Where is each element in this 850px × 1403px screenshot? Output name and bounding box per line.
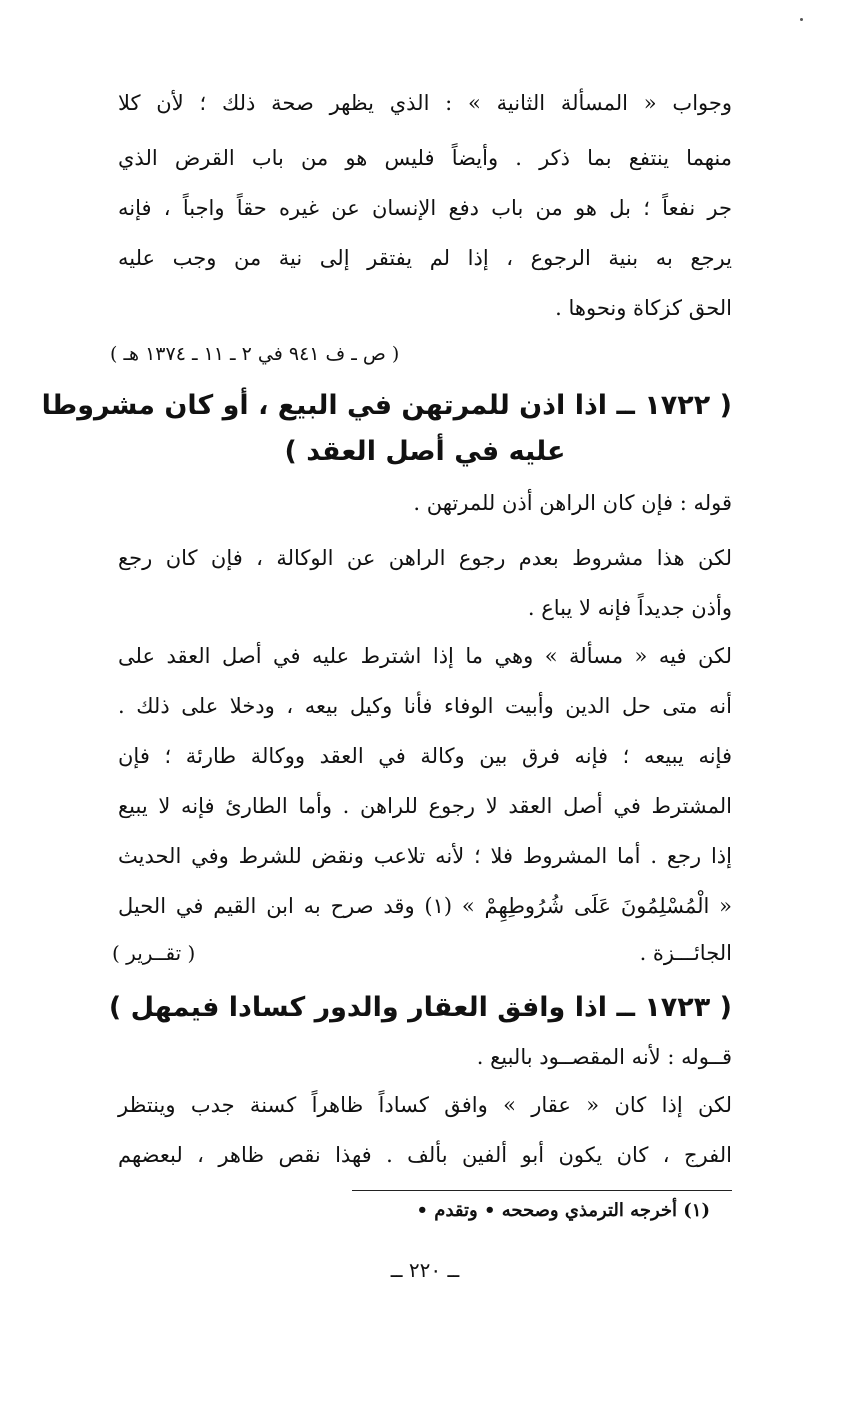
source-tag: ( تقــرير ) (112, 941, 196, 965)
paragraph-line: يرجع به بنية الرجوع ، إذا لم يفتقر إلى نية من وجب عليه (118, 246, 732, 270)
section-heading: ( ١٧٢٢ ــ اذا اذن للمرتهن في البيع ، أو كان مشروطا (41, 390, 732, 421)
scan-speck (800, 18, 803, 21)
section-heading: ( ١٧٢٣ ــ اذا وافق العقار والدور كسادا فيمهل ) (108, 992, 732, 1023)
paragraph-line: المشترط في أصل العقد لا رجوع للراهن . وأما الطارئ فإنه لا يبيع (118, 794, 732, 818)
section-heading: عليه في أصل العقد ) (284, 436, 566, 467)
source-reference: ( ص ـ ف ٩٤١ في ٢ ـ ١١ ـ ١٣٧٤ هـ ) (110, 343, 400, 365)
paragraph-line: فإنه يبيعه ؛ فإنه فرق بين وكالة في العقد ووكالة طارئة ؛ فإن (118, 744, 732, 768)
paragraph-line: جر نفعاً ؛ بل هو من باب دفع الإنسان عن غيره حقاً واجباً ، فإنه (118, 196, 732, 220)
paragraph-line: وأذن جديداً فإنه لا يباع . (527, 596, 732, 620)
page-number: ــ ٢٢٠ ــ (390, 1258, 460, 1282)
paragraph-line: الجائـــزة . (639, 941, 732, 965)
quoted-text: قوله : فإن كان الراهن أذن للمرتهن . (413, 491, 732, 515)
paragraph-line: « الْمُسْلِمُونَ عَلَى شُرُوطِهِمْ » (١) وقد صرح به ابن القيم في الحيل (118, 894, 732, 918)
quoted-text: قــوله : لأنه المقصــود بالبيع . (476, 1045, 732, 1069)
paragraph-line: لكن فيه « مسألة » وهي ما إذا اشترط عليه في أصل العقد على (118, 644, 732, 668)
paragraph-line: أنه متى حل الدين وأبيت الوفاء فأنا وكيل بيعه ، ودخلا على ذلك . (118, 694, 732, 718)
paragraph-line: إذا رجع . أما المشروط فلا ؛ لأنه تلاعب ونقض للشرط وفي الحديث (118, 844, 732, 868)
footnote-divider (352, 1190, 732, 1191)
paragraph-line: منهما ينتفع بما ذكر . وأيضاً فليس هو من باب القرض الذي (118, 146, 732, 170)
paragraph-line: الحق كزكاة ونحوها . (555, 296, 732, 320)
footnote: (١) أخرجه الترمذي وصححه • وتقدم • (416, 1200, 710, 1221)
paragraph-line: لكن هذا مشروط بعدم رجوع الراهن عن الوكالة ، فإن كان رجع (118, 546, 732, 570)
paragraph-line: وجواب « المسألة الثانية » : الذي يظهر صحة ذلك ؛ لأن كلا (118, 91, 732, 115)
paragraph-line: لكن إذا كان « عقار » وافق كساداً ظاهراً كسنة جدب وينتظر (118, 1093, 732, 1117)
paragraph-line: الفرج ، كان يكون أبو ألفين بألف . فهذا نقص ظاهر ، لبعضهم (118, 1143, 732, 1167)
